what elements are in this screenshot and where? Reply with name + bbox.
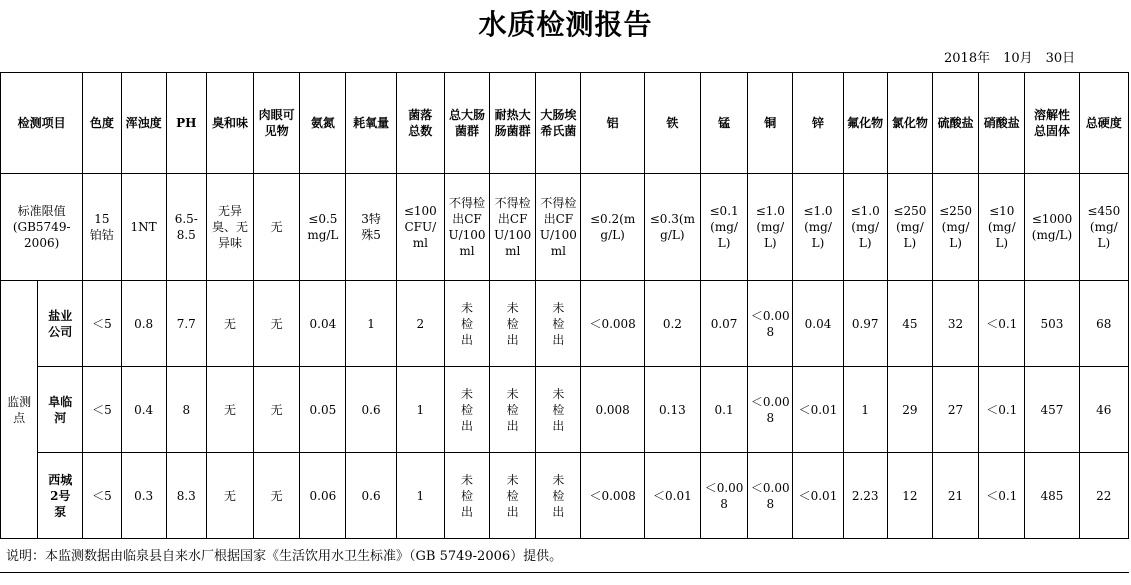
header-cell: 铜: [764, 116, 777, 130]
limit-value: ≤1000(mg/L): [1031, 212, 1073, 242]
limit-value-cell: [700, 174, 747, 281]
header-cell: 耐热大肠菌群: [494, 108, 531, 138]
measured-value: 8.3: [176, 488, 196, 503]
measured-value: 7.7: [176, 316, 196, 331]
measured-value-cell: [887, 453, 932, 539]
limit-value-cell: [843, 174, 887, 281]
measured-value: 无: [223, 402, 236, 417]
measured-value: 8: [182, 402, 191, 417]
limits-row: [1, 174, 1129, 281]
header-cell-cell: [932, 73, 978, 174]
limit-value-cell: [346, 174, 396, 281]
measured-value-cell: [536, 281, 581, 367]
measured-value: 45: [902, 316, 918, 331]
limit-value-cell: [206, 174, 253, 281]
limits-label: 标准限值(GB5749-2006): [12, 204, 71, 250]
measured-value-cell: [748, 367, 793, 453]
header-cell-cell: [1079, 73, 1128, 174]
measured-value: 29: [902, 402, 918, 417]
measured-value-cell: [83, 367, 121, 453]
measured-value: 46: [1096, 402, 1112, 417]
measured-value: 1: [416, 402, 425, 417]
measured-value: 2.23: [851, 488, 879, 503]
header-cell: 硝酸盐: [983, 116, 1020, 130]
header-cell: 总硬度: [1085, 116, 1122, 130]
measured-value-cell: [206, 281, 253, 367]
measured-value-cell: [254, 453, 300, 539]
monitor-group-label: 监测点: [7, 394, 32, 425]
measured-value: 0.13: [659, 402, 686, 417]
header-cell-cell: [206, 73, 253, 174]
measured-value: 未检出: [552, 386, 565, 433]
data-row: [1, 453, 1129, 539]
limit-value: 无: [270, 220, 283, 234]
limit-value: ≤1.0(mg/L): [803, 204, 833, 250]
measured-value-cell: [300, 281, 346, 367]
measured-value-cell: [346, 281, 396, 367]
limit-value: 3特殊5: [361, 212, 381, 242]
measured-value-cell: [700, 367, 747, 453]
limit-value-cell: [83, 174, 121, 281]
measured-value-cell: [444, 367, 489, 453]
measured-value-cell: [932, 281, 978, 367]
measured-value-cell: [396, 453, 444, 539]
measured-value: 无: [223, 316, 236, 331]
header-cell-cell: [843, 73, 887, 174]
limit-value: 15铂钴: [89, 212, 114, 242]
measured-value: 68: [1096, 316, 1112, 331]
measured-value-cell: [1079, 453, 1128, 539]
header-cell: 大肠埃希氏菌: [540, 108, 577, 138]
limit-value: 1NT: [130, 220, 157, 234]
header-cell: 耗氧量: [353, 116, 390, 130]
header-cell: 铝: [606, 116, 619, 130]
site-name: 西城2号泵: [48, 472, 73, 519]
site-name: 阜临河: [48, 394, 73, 425]
measured-value: ＜0.01: [653, 488, 692, 503]
measured-value: 0.1: [714, 402, 734, 417]
header-cell: 浑浊度: [125, 116, 162, 130]
measured-value: 0.05: [309, 402, 337, 417]
header-row: [1, 73, 1129, 174]
header-cell: 氯化物: [891, 116, 928, 130]
measured-value-cell: [346, 367, 396, 453]
measured-value: 无: [270, 488, 283, 503]
measured-value-cell: [793, 281, 843, 367]
limit-value: ≤1.0(mg/L): [755, 204, 785, 250]
header-cell: 锰: [718, 116, 731, 130]
measured-value-cell: [396, 367, 444, 453]
measured-value: 27: [947, 402, 964, 417]
item-label: 检测项目: [17, 116, 66, 130]
limit-value: ≤100CFU/ml: [403, 204, 437, 250]
measured-value: ＜5: [92, 402, 112, 417]
limit-value-cell: [536, 174, 581, 281]
measured-value-cell: [843, 453, 887, 539]
measured-value: ＜0.008: [750, 394, 790, 425]
measured-value: 32: [947, 316, 964, 331]
data-row: [1, 281, 1129, 367]
limit-value-cell: [254, 174, 300, 281]
limit-value-cell: [166, 174, 206, 281]
measured-value: 0.3: [134, 488, 154, 503]
limit-value-cell: [979, 174, 1025, 281]
header-cell-cell: [121, 73, 166, 174]
measured-value: ＜0.1: [986, 402, 1018, 417]
measured-value: 485: [1040, 488, 1064, 503]
header-cell-cell: [83, 73, 121, 174]
measured-value: 0.97: [851, 316, 879, 331]
measured-value-cell: [490, 281, 536, 367]
site-cell: [38, 281, 83, 367]
measured-value-cell: [793, 367, 843, 453]
monitor-group-cell: [1, 281, 38, 539]
header-cell-cell: [748, 73, 793, 174]
report-table: [0, 72, 1129, 539]
page-title: 水质检测报告: [478, 8, 653, 41]
measured-value: 0.04: [804, 316, 832, 331]
header-cell: 色度: [89, 116, 114, 130]
limit-value: ≤0.5mg/L: [307, 212, 339, 242]
measured-value-cell: [700, 453, 747, 539]
measured-value-cell: [396, 281, 444, 367]
footnote: 说明：本监测数据由临泉县自来水厂根据国家《生活饮用水卫生标准》（GB 5749-2006）提供。: [0, 538, 1129, 573]
header-cell-cell: [644, 73, 700, 174]
measured-value-cell: [644, 281, 700, 367]
measured-value-cell: [254, 367, 300, 453]
measured-value-cell: [979, 367, 1025, 453]
limit-value-cell: [644, 174, 700, 281]
limit-value-cell: [300, 174, 346, 281]
measured-value-cell: [793, 453, 843, 539]
measured-value: 503: [1040, 316, 1064, 331]
limit-value: ≤0.1(mg/L): [709, 204, 739, 250]
header-cell: PH: [176, 116, 197, 130]
measured-value: 21: [947, 488, 964, 503]
measured-value: ＜5: [92, 488, 112, 503]
header-cell-cell: [444, 73, 489, 174]
limit-value-cell: [121, 174, 166, 281]
measured-value: 无: [270, 316, 283, 331]
header-cell-cell: [166, 73, 206, 174]
measured-value-cell: [887, 281, 932, 367]
measured-value: ＜0.01: [798, 488, 838, 503]
report-body: [1, 73, 1129, 539]
measured-value-cell: [581, 367, 644, 453]
header-cell: 铁: [666, 116, 679, 130]
measured-value-cell: [444, 281, 489, 367]
measured-value: 457: [1040, 402, 1064, 417]
limit-value: 不得检出CFU/100ml: [494, 196, 532, 258]
measured-value: 未检出: [552, 300, 565, 347]
header-cell-cell: [396, 73, 444, 174]
measured-value-cell: [1025, 281, 1079, 367]
header-cell-cell: [536, 73, 581, 174]
measured-value-cell: [979, 453, 1025, 539]
measured-value: 1: [861, 402, 869, 417]
limit-value-cell: [581, 174, 644, 281]
measured-value-cell: [843, 367, 887, 453]
header-cell: 氨氮: [310, 116, 335, 130]
header-cell-cell: [300, 73, 346, 174]
header-cell: 锌: [811, 116, 824, 130]
measured-value-cell: [83, 281, 121, 367]
header-cell-cell: [1025, 73, 1079, 174]
measured-value-cell: [700, 281, 747, 367]
limit-value-cell: [1025, 174, 1079, 281]
measured-value-cell: [206, 367, 253, 453]
limit-value-cell: [444, 174, 489, 281]
measured-value: ＜0.008: [750, 480, 790, 511]
header-cell: 溶解性总固体: [1033, 108, 1070, 138]
measured-value-cell: [581, 281, 644, 367]
header-cell-cell: [887, 73, 932, 174]
limit-value-cell: [748, 174, 793, 281]
measured-value: ＜0.1: [986, 316, 1018, 331]
measured-value: ＜0.008: [750, 308, 790, 339]
limit-value: ≤450(mg/L): [1087, 204, 1121, 250]
header-cell-cell: [346, 73, 396, 174]
measured-value-cell: [979, 281, 1025, 367]
measured-value: ＜0.008: [589, 488, 636, 503]
measured-value-cell: [83, 453, 121, 539]
header-cell: 肉眼可见物: [258, 108, 295, 138]
site-cell: [38, 453, 83, 539]
limit-value: ≤10(mg/L): [987, 204, 1016, 250]
limit-value: 不得检出CFU/100ml: [539, 196, 577, 258]
site-name: 盐业公司: [48, 308, 73, 339]
measured-value-cell: [1079, 367, 1128, 453]
measured-value: ＜0.008: [589, 316, 636, 331]
limit-value: ≤250(mg/L): [939, 204, 973, 250]
measured-value: ＜0.008: [704, 480, 744, 511]
measured-value-cell: [166, 367, 206, 453]
measured-value-cell: [932, 367, 978, 453]
measured-value-cell: [581, 453, 644, 539]
limit-value: ≤250(mg/L): [893, 204, 927, 250]
measured-value-cell: [644, 453, 700, 539]
limit-value-cell: [932, 174, 978, 281]
limits-label-cell: [1, 174, 83, 281]
measured-value-cell: [121, 367, 166, 453]
limit-value: ≤0.3(mg/L): [649, 212, 695, 242]
measured-value: 2: [416, 316, 425, 331]
measured-value: 0.6: [361, 402, 381, 417]
measured-value-cell: [121, 281, 166, 367]
measured-value-cell: [843, 281, 887, 367]
measured-value-cell: [536, 367, 581, 453]
limit-value-cell: [490, 174, 536, 281]
measured-value-cell: [748, 281, 793, 367]
measured-value-cell: [444, 453, 489, 539]
measured-value: 未检出: [506, 472, 519, 519]
measured-value: 未检出: [506, 300, 519, 347]
measured-value-cell: [300, 367, 346, 453]
measured-value: 0.8: [134, 316, 154, 331]
measured-value: 0.008: [595, 402, 630, 417]
limit-value: 不得检出CFU/100ml: [448, 196, 486, 258]
limit-value-cell: [887, 174, 932, 281]
header-cell-cell: [700, 73, 747, 174]
measured-value-cell: [206, 453, 253, 539]
measured-value: 0.4: [134, 402, 154, 417]
measured-value: 无: [223, 488, 236, 503]
measured-value: 无: [270, 402, 283, 417]
measured-value-cell: [121, 453, 166, 539]
header-cell: 臭和味: [211, 116, 248, 130]
limit-value: 6.5-8.5: [174, 212, 198, 242]
measured-value: 0.6: [361, 488, 381, 503]
limit-value-cell: [396, 174, 444, 281]
data-row: [1, 367, 1129, 453]
header-cell-cell: [490, 73, 536, 174]
header-cell-cell: [581, 73, 644, 174]
header-cell: 总大肠菌群: [448, 108, 485, 138]
measured-value: 0.07: [710, 316, 738, 331]
header-cell-cell: [793, 73, 843, 174]
measured-value: 0.2: [662, 316, 682, 331]
header-cell: 菌落总数: [408, 108, 433, 138]
measured-value-cell: [887, 367, 932, 453]
measured-value: 12: [902, 488, 918, 503]
measured-value: 未检出: [506, 386, 519, 433]
measured-value: 未检出: [460, 386, 473, 433]
measured-value: 1: [416, 488, 425, 503]
header-cell-cell: [979, 73, 1025, 174]
site-cell: [38, 367, 83, 453]
measured-value: ＜5: [92, 316, 112, 331]
measured-value-cell: [166, 453, 206, 539]
measured-value: 1: [367, 316, 375, 331]
measured-value-cell: [536, 453, 581, 539]
measured-value-cell: [1025, 367, 1079, 453]
measured-value: 0.04: [309, 316, 337, 331]
limit-value-cell: [1079, 174, 1128, 281]
limit-value-cell: [793, 174, 843, 281]
measured-value: 未检出: [460, 300, 473, 347]
measured-value: 未检出: [460, 472, 473, 519]
limit-value: ≤0.2(mg/L): [590, 212, 636, 242]
measured-value-cell: [644, 367, 700, 453]
measured-value-cell: [254, 281, 300, 367]
measured-value-cell: [490, 367, 536, 453]
measured-value: ＜0.1: [986, 488, 1018, 503]
measured-value-cell: [1025, 453, 1079, 539]
header-cell: 氟化物: [847, 116, 884, 130]
measured-value: 0.06: [309, 488, 337, 503]
limit-value: ≤1.0(mg/L): [850, 204, 880, 250]
measured-value-cell: [166, 281, 206, 367]
header-cell-cell: [254, 73, 300, 174]
measured-value-cell: [490, 453, 536, 539]
measured-value: ＜0.01: [798, 402, 838, 417]
measured-value-cell: [748, 453, 793, 539]
measured-value: 未检出: [552, 472, 565, 519]
report-date: 2018年 10月 30日: [944, 51, 1076, 66]
header-cell: 硫酸盐: [937, 116, 974, 130]
limit-value: 无异臭、无异味: [211, 204, 248, 250]
item-label-cell: [1, 73, 83, 174]
measured-value-cell: [346, 453, 396, 539]
measured-value: 22: [1096, 488, 1112, 503]
measured-value-cell: [300, 453, 346, 539]
measured-value-cell: [932, 453, 978, 539]
measured-value-cell: [1079, 281, 1128, 367]
